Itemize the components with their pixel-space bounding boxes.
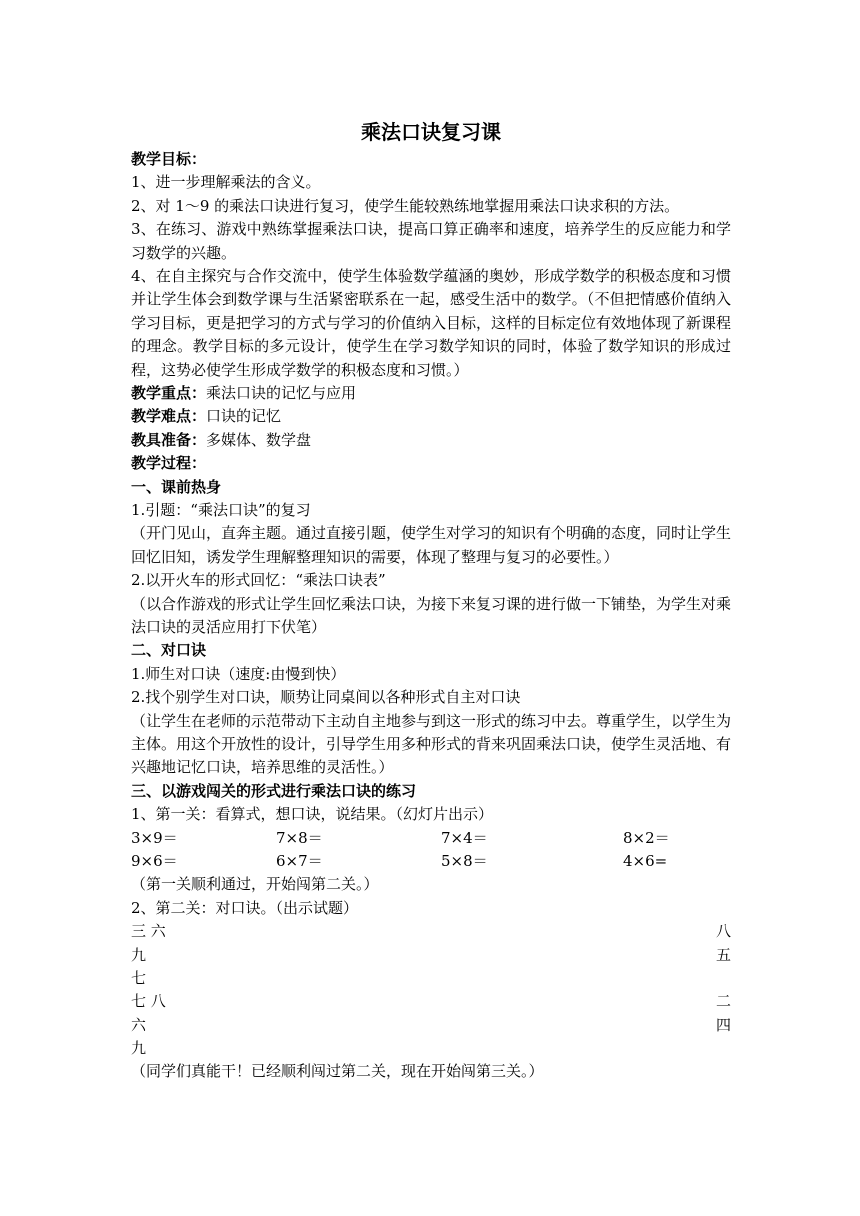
level1-note: （第一关顺利通过，开始闯第二关。） [131,875,379,894]
section3-heading: 三、以游戏闯关的形式进行乘法口诀的练习 [131,781,417,800]
section2-note: （让学生在老师的示范带动下主动自主地参与到这一形式的练习中去。尊重学生，以学生为主体。用这个开放性的设计，引导学生用多种形式的背来巩固乘法口诀，使学生灵活地、有兴趣地记忆口诀，培养思维的灵活性。） [131,711,731,777]
objectives-heading: 教学目标： [131,150,207,168]
objective-4: 4、在自主探究与合作交流中，使学生体验数学蕴涵的奥妙，形成学数学的积极态度和习惯并让学生体会到数学课与生活紧密联系在一起，感受生活中的数学。（不但把情感价值纳入学习目标，更是把学习的方式与学习的价值纳入目标，这样的目标定位有效地体现了新课程的理念。教学目标的多元设计，使学生在学习数学知识的同时，体验了数学知识的形成过程，这势必使学生形成学数学的积极态度和习惯。） [131,267,731,379]
section1-note2: （以合作游戏的形式让学生回忆乘法口诀，为接下来复习课的进行做一下铺垫，为学生对乘法口诀的灵活应用打下伏笔） [131,594,731,636]
difficulty-label: 教学难点： [131,407,207,426]
difficulty [131,405,731,428]
equation: 5×8＝ [441,851,488,870]
rhyme-right: 八 [715,922,731,941]
section1-item2: 2.以开火车的形式回忆：“乘法口诀表” [131,571,386,590]
equation: 3×9＝ [131,828,178,847]
rhyme-left: 三 六 [131,922,166,941]
document-page [131,118,731,1084]
key-point-value: 乘法口诀的记忆与应用 [206,384,357,403]
level1-instruction: 1、第一关：看算式，想口诀，说结果。（幻灯片出示） [131,805,494,824]
key-point-label: 教学重点： [131,384,207,403]
objective-1: 1、进一步理解乘法的含义。 [131,173,321,192]
difficulty-value: 口诀的记忆 [206,407,282,426]
equation-row [131,850,731,873]
key-point [131,382,731,405]
rhyme-left: 六 [131,1015,147,1034]
equation: 6×7＝ [276,851,323,870]
rhyme-row [131,967,731,990]
section1-heading: 一、课前热身 [131,477,222,496]
equation: 7×4＝ [441,828,488,847]
objective-2: 2、对 1～9 的乘法口诀进行复习，使学生能较熟练地掌握用乘法口诀求积的方法。 [131,196,680,215]
rhyme-right: 五 [715,945,731,964]
rhyme-row [131,1014,731,1037]
section1-note1: （开门见山，直奔主题。通过直接引题，使学生对学习的知识有个明确的态度，同时让学生回忆旧知，诱发学生理解整理知识的需要，体现了整理与复习的必要性。） [131,524,731,566]
section1-item1: 1.引题：“乘法口诀”的复习 [131,501,311,519]
rhyme-row [131,920,731,943]
objective-3: 3、在练习、游戏中熟练掌握乘法口诀，提高口算正确率和速度，培养学生的反应能力和学习数学的兴趣。 [131,220,731,262]
equation: 4×6= [623,851,668,870]
process-heading: 教学过程： [131,454,207,473]
rhyme-left: 七 八 [131,992,166,1011]
section2-item1: 1.师生对口诀（速度:由慢到快） [131,664,346,683]
materials-label: 教具准备： [131,430,207,449]
rhyme-left: 九 [131,1039,147,1058]
rhyme-right: 二 [715,992,731,1011]
materials-value: 多媒体、数学盘 [206,430,312,449]
section2-heading: 二、对口诀 [131,641,207,660]
level2-instruction: 2、第二关：对口诀。（出示试题） [131,898,359,917]
rhyme-row [131,1037,731,1060]
equation: 7×8＝ [276,828,323,847]
rhyme-right: 四 [715,1015,731,1034]
section2-item2: 2.找个别学生对口诀，顺势让同桌间以各种形式自主对口诀 [131,688,521,707]
equation-row [131,827,731,850]
equation: 9×6＝ [131,851,178,870]
rhyme-row [131,944,731,967]
materials [131,429,731,452]
rhyme-left: 九 [131,945,147,964]
equation: 8×2＝ [623,828,670,847]
level2-note: （同学们真能干！已经顺利闯过第二关，现在开始闯第三关。） [131,1062,544,1081]
document-title: 乘法口诀复习课 [361,120,501,144]
rhyme-left: 七 [131,968,147,987]
rhyme-row [131,990,731,1013]
